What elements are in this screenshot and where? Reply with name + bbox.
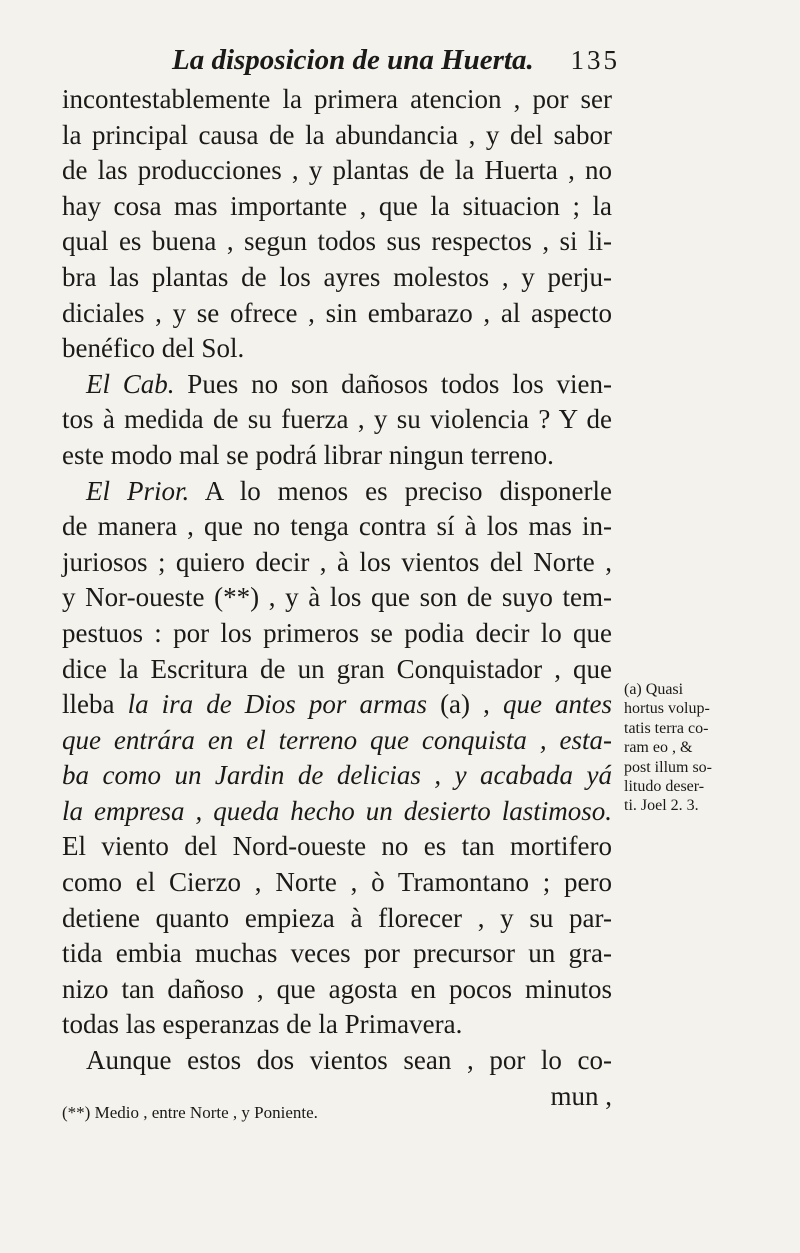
- text-line: dice la Escritura de un gran Conquistador , que: [62, 653, 612, 684]
- text-line: nizo tan dañoso , que agosta en pocos minutos: [62, 973, 612, 1004]
- text-line: mun ,: [550, 1080, 612, 1111]
- margin-note: [624, 680, 764, 816]
- text-line: juriosos ; quiero decir , à los vientos del Norte ,: [62, 546, 612, 577]
- text-line: tos à medida de su fuerza , y su violencia ? Y de: [62, 404, 612, 435]
- dialogue-text: Pues no son dañosos todos los vien-: [174, 368, 612, 399]
- margin-note-line: ram eo , &: [624, 739, 693, 757]
- running-header: [172, 40, 620, 80]
- main-text: [62, 82, 612, 1114]
- text-line: todas las esperanzas de la Primavera.: [62, 1009, 463, 1040]
- text-line: benéfico del Sol.: [62, 333, 245, 364]
- text-line: incontestablemente la primera atencion , por ser: [62, 84, 612, 114]
- margin-note-line: post illum so-: [624, 758, 713, 776]
- text-line: de manera , que no tenga contra sí à los mas in-: [62, 511, 612, 542]
- margin-note-line: ti. Joel 2. 3.: [624, 797, 699, 815]
- speaker-name: El Cab.: [86, 368, 175, 399]
- text-line: la principal causa de la abundancia , y del sabor: [62, 119, 612, 150]
- text-line: bra las plantas de los ayres molestos , y perju-: [62, 261, 612, 292]
- text-line: detiene quanto empieza à florecer , y su par-: [62, 902, 612, 933]
- text-line: como el Cierzo , Norte , ò Tramontano ; pero: [62, 867, 612, 898]
- text-line: diciales , y se ofrece , sin embarazo , al aspecto: [62, 297, 612, 328]
- text-line: este modo mal se podrá librar ningun terreno.: [62, 439, 554, 470]
- text-line: hay cosa mas importante , que la situacion ; la: [62, 190, 612, 221]
- text-line: [62, 367, 612, 403]
- running-title: La disposicion de una Huerta.: [172, 44, 534, 76]
- text-line: El viento del Nord-oueste no es tan mortifero: [62, 831, 612, 862]
- text-line: que entrára en el terreno que conquista , esta-: [62, 724, 612, 755]
- text-line: qual es buena , segun todos sus respectos , si li-: [62, 226, 612, 257]
- text-line: y Nor-oueste (**) , y à los que son de suyo tem-: [62, 582, 612, 613]
- text-line: pestuos : por los primeros se podia decir lo que: [62, 617, 612, 648]
- page-number: 135: [570, 45, 620, 75]
- text-line: la empresa , queda hecho un desierto lastimoso.: [62, 795, 612, 826]
- margin-note-line: litudo deser-: [624, 778, 705, 796]
- footnote: (**) Medio , entre Norte , y Poniente.: [62, 1103, 318, 1122]
- margin-note-line: tatis terra co-: [624, 719, 709, 737]
- footnote-ref: (a) ,: [426, 689, 503, 720]
- dialogue-text: A lo menos es preciso disponerle: [189, 475, 612, 506]
- text-line: [62, 687, 612, 723]
- text-line: de las producciones , y plantas de la Huerta , no: [62, 155, 612, 186]
- margin-note-line: hortus volup-: [624, 700, 710, 718]
- quotation: que antes: [502, 689, 612, 720]
- margin-note-line: (a) Quasi: [624, 681, 684, 698]
- text-line: ba como un Jardin de delicias , y acabada yá: [62, 760, 612, 791]
- speaker-name: El Prior.: [86, 475, 190, 506]
- quotation: la ira de Dios por armas: [127, 689, 427, 720]
- text-line: [62, 474, 612, 510]
- text-line: tida embia muchas veces por precursor un gra-: [62, 938, 612, 969]
- text-line: Aunque estos dos vientos sean , por lo co-: [86, 1045, 612, 1076]
- text-segment: lleba: [62, 689, 128, 720]
